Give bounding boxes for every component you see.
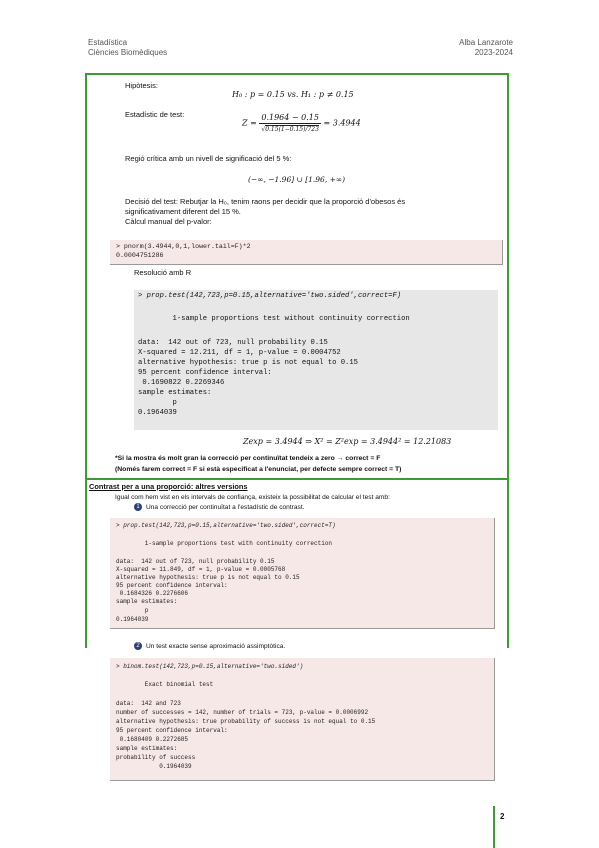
code-line: > prop.test(142,723,p=0.15,alternative='two.sided',correct=T): [116, 522, 336, 529]
decision-line-1: Decisió del test: Rebutjar la H₀, tenim raons per decidir que la proporció d'obesos és: [125, 197, 406, 206]
hypothesis-formula: H₀ : p = 0.15 vs. H₁ : p ≠ 0.15: [232, 90, 354, 99]
decision-line-2: significativament diferent del 15 %.: [125, 207, 241, 216]
code-line: 0.1684326 0.2276606: [116, 590, 189, 597]
r-output-line: p: [138, 399, 177, 407]
code-line: 0.1964039: [116, 763, 192, 770]
bullet-item-2: [134, 642, 285, 650]
hypothesis-label: Hipòtesis:: [125, 81, 158, 90]
page-number: 2: [500, 812, 505, 821]
r-output-line: 95 percent confidence interval:: [138, 369, 272, 377]
code-line: probability of success: [116, 754, 196, 761]
page-header-left: [88, 38, 167, 58]
r-command: > prop.test(142,723,p=0.15,alternative='two.sided',correct=F): [138, 292, 402, 300]
r-output-line: data: 142 out of 723, null probability 0.15: [138, 339, 328, 347]
code-line: 0.1964039: [116, 616, 149, 623]
test-stat-fraction: [259, 112, 321, 135]
code-line: 1-sample proportions test with continuity correction: [116, 540, 333, 547]
section2-title: Contrast per a una proporció: altres versions: [89, 482, 248, 491]
code-line: alternative hypothesis: true probability of success is not equal to 0.15: [116, 718, 376, 725]
r-output-box: [134, 290, 498, 430]
r-output-line: 0.1690822 0.2269346: [138, 379, 225, 387]
pnorm-code-box: [110, 240, 503, 265]
code-box-binomial: [110, 658, 495, 781]
program-name: Ciències Biomèdiques: [88, 48, 168, 57]
r-output-line: 0.1964039: [138, 409, 177, 417]
pnorm-command: > pnorm(3.4944,0,1,lower.tail=F)*2: [116, 243, 251, 250]
page-header-right: [459, 38, 513, 58]
bullet-2-text: Un test exacte sense aproximació assimptòtica.: [146, 642, 286, 650]
code-line: sample estimates:: [116, 598, 178, 605]
code-box-continuity: [110, 518, 495, 629]
code-line: number of successes = 142, number of trials = 723, p-value = 0.0006992: [116, 709, 369, 716]
test-stat-den-inner: 0.15(1−0.15): [265, 126, 306, 133]
test-stat-lhs: Z =: [242, 118, 257, 128]
test-stat-denominator: √0.15(1−0.15)/723: [261, 126, 319, 133]
note-line-1: *Si la mostra és molt gran la correcció per continuïtat tendeix a zero → correct = F: [115, 455, 381, 462]
code-line: 95 percent confidence interval:: [116, 727, 228, 734]
academic-year: 2023-2024: [474, 48, 513, 57]
code-line: sample estimates:: [116, 745, 178, 752]
section2-intro: Igual com hem vist en els intervals de confiança, existeix la possibilitat de calcular el test amb:: [115, 494, 390, 501]
code-line: > binom.test(142,723,p=0.15,alternative='two.sided'): [116, 663, 304, 670]
test-stat-result: = 3.4944: [323, 118, 361, 128]
code-line: p: [116, 607, 149, 614]
r-output-line: sample estimates:: [138, 389, 212, 397]
bullet-number-icon: 1: [134, 503, 142, 511]
test-stat-label: Estadístic de test:: [125, 110, 185, 119]
test-stat-den-n: 723: [307, 126, 319, 133]
code-line: X-squared = 11.849, df = 1, p-value = 0.0005768: [116, 566, 286, 573]
author-name: Alba Lanzarote: [459, 38, 513, 47]
r-output-line: alternative hypothesis: true p is not equal to 0.15: [138, 359, 358, 367]
r-output-title: 1-sample proportions test without continuity correction: [138, 315, 410, 323]
code-line: data: 142 out of 723, null probability 0.15: [116, 558, 275, 565]
note-line-2: (Només farem correct = F si està especificat a l'enunciat, per defecte sempre correct = T): [115, 466, 402, 473]
resolution-title: Resolució amb R: [134, 268, 192, 277]
bullet-1-text: Una correcció per continuïtat a l'estadístic de contrast.: [146, 503, 305, 511]
zexp-formula: Zexp = 3.4944 ⇒ X² = Z²exp = 3.4944² = 12.21083: [243, 437, 452, 446]
bullet-number-icon: 2: [134, 642, 142, 650]
critical-region-formula: (−∞, −1.96] ∪ [1.96, +∞): [248, 175, 346, 184]
r-output-line: X-squared = 12.211, df = 1, p-value = 0.0004752: [138, 349, 341, 357]
test-stat-formula: [242, 112, 361, 135]
course-title: Estadística: [88, 38, 128, 47]
decision-line-3: Càlcul manual del p-valor:: [125, 217, 212, 226]
page-number-bar: [493, 806, 495, 848]
test-stat-numerator: 0.1964 − 0.15: [261, 113, 319, 122]
code-line: 0.1680409 0.2272685: [116, 736, 189, 743]
bullet-item-1: [134, 503, 305, 511]
code-line: Exact binomial test: [116, 681, 214, 688]
critical-region-label: Regió crítica amb un nivell de significació del 5 %:: [125, 154, 292, 163]
pnorm-result: 0.0004751286: [116, 252, 164, 259]
code-line: alternative hypothesis: true p is not equal to 0.15: [116, 574, 300, 581]
code-line: 95 percent confidence interval:: [116, 582, 228, 589]
code-line: data: 142 and 723: [116, 700, 181, 707]
